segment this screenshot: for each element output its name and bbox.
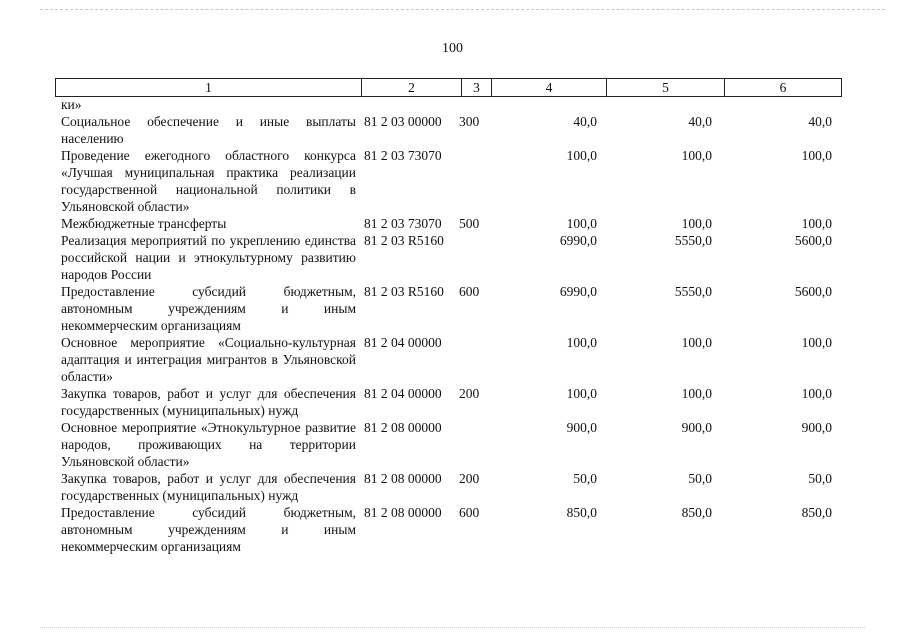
budget-table-body (61, 96, 851, 555)
row-value-col6: 100,0 (801, 386, 832, 401)
continuation-text: ки» (61, 97, 82, 112)
row-code: 81 2 03 73070 (364, 216, 442, 231)
row-value-col4: 100,0 (566, 386, 597, 401)
row-value-col4: 100,0 (566, 335, 597, 350)
row-expense-type: 200 (459, 386, 480, 401)
table-row (61, 334, 851, 385)
table-row (61, 215, 851, 232)
table-row (61, 283, 851, 334)
row-code: 81 2 08 00000 (364, 420, 442, 435)
row-value-col5: 900,0 (681, 420, 712, 435)
row-value-col4: 6990,0 (559, 284, 597, 299)
row-value-col4: 100,0 (566, 148, 597, 163)
table-row (61, 385, 851, 419)
row-expense-type: 600 (459, 284, 480, 299)
row-name: Закупка товаров, работ и услуг для обеспечения государственных (муниципальных) нужд (61, 386, 356, 418)
table-row (61, 419, 851, 470)
row-expense-type: 200 (459, 471, 480, 486)
column-header-6: 6 (779, 80, 787, 95)
row-value-col4: 900,0 (566, 420, 597, 435)
column-header-5: 5 (607, 79, 725, 96)
row-code: 81 2 08 00000 (364, 471, 442, 486)
column-header-3: 3 (462, 79, 492, 96)
row-value-col5: 100,0 (681, 148, 712, 163)
row-value-col4: 40,0 (573, 114, 597, 129)
row-value-col6: 5600,0 (794, 284, 832, 299)
row-name: Реализация мероприятий по укреплению единства российской нации и этнокультурному развитию народов России (61, 233, 356, 282)
table-row (61, 147, 851, 215)
table-row (61, 113, 851, 147)
row-value-col5: 100,0 (681, 335, 712, 350)
row-code: 81 2 03 R5160 (364, 284, 444, 299)
table-column-header (55, 78, 842, 97)
row-code: 81 2 03 00000 (364, 114, 442, 129)
continuation-row (61, 96, 851, 113)
row-value-col6: 900,0 (801, 420, 832, 435)
column-header-1: 1 (56, 79, 362, 96)
row-expense-type: 600 (459, 505, 480, 520)
row-value-col5: 50,0 (688, 471, 712, 486)
row-value-col6: 100,0 (801, 335, 832, 350)
row-code: 81 2 03 73070 (364, 148, 442, 163)
table-row (61, 232, 851, 283)
row-code: 81 2 03 R5160 (364, 233, 444, 248)
table-row (61, 504, 851, 555)
row-name: Основное мероприятие «Этнокультурное развитие народов, проживающих на территории Ульяновской области» (61, 420, 356, 469)
row-value-col6: 40,0 (808, 114, 832, 129)
scan-artifact-top (40, 9, 885, 10)
row-expense-type: 300 (459, 114, 480, 129)
row-name: Межбюджетные трансферты (61, 216, 227, 231)
row-name: Предоставление субсидий бюджетным, автономным учреждениям и иным некоммерческим организациям (61, 505, 356, 554)
row-value-col5: 850,0 (681, 505, 712, 520)
row-name: Предоставление субсидий бюджетным, автономным учреждениям и иным некоммерческим организациям (61, 284, 356, 333)
row-code: 81 2 04 00000 (364, 386, 442, 401)
row-name: Основное мероприятие «Социально-культурная адаптация и интеграция мигрантов в Ульяновской области» (61, 335, 356, 384)
row-expense-type: 500 (459, 216, 480, 231)
row-value-col6: 50,0 (808, 471, 832, 486)
scan-artifact-bottom (40, 627, 865, 628)
row-value-col4: 50,0 (573, 471, 597, 486)
column-header-4: 4 (492, 79, 607, 96)
row-value-col5: 100,0 (681, 216, 712, 231)
column-header-2: 2 (362, 79, 462, 96)
row-value-col5: 5550,0 (674, 233, 712, 248)
row-value-col4: 100,0 (566, 216, 597, 231)
table-row (61, 470, 851, 504)
row-value-col5: 5550,0 (674, 284, 712, 299)
row-value-col5: 100,0 (681, 386, 712, 401)
row-value-col4: 6990,0 (559, 233, 597, 248)
row-name: Проведение ежегодного областного конкурса «Лучшая муниципальная практика реализации государственной национальной политики в Ульяновской области» (61, 148, 356, 214)
row-value-col6: 100,0 (801, 216, 832, 231)
row-value-col6: 850,0 (801, 505, 832, 520)
row-value-col4: 850,0 (566, 505, 597, 520)
row-code: 81 2 08 00000 (364, 505, 442, 520)
row-name: Социальное обеспечение и иные выплаты населению (61, 114, 356, 146)
row-value-col6: 100,0 (801, 148, 832, 163)
row-value-col6: 5600,0 (794, 233, 832, 248)
row-code: 81 2 04 00000 (364, 335, 442, 350)
row-value-col5: 40,0 (688, 114, 712, 129)
row-name: Закупка товаров, работ и услуг для обеспечения государственных (муниципальных) нужд (61, 471, 356, 503)
page-number: 100 (442, 41, 463, 56)
